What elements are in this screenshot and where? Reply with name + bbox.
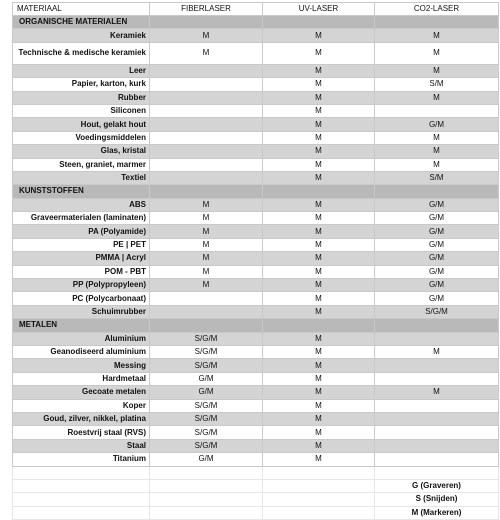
section-title: KUNSTSTOFFEN: [13, 185, 150, 198]
material-name-cell: POM - PBT: [13, 265, 150, 278]
empty-cell: [13, 493, 150, 506]
empty-cell: [150, 493, 263, 506]
fiberlaser-cell: M: [150, 279, 263, 292]
table-body: [13, 3, 499, 520]
co2-laser-cell: [375, 399, 499, 412]
column-header-uv-laser: UV-LASER: [263, 3, 375, 16]
co2-laser-cell: [375, 104, 499, 117]
uv-laser-cell: M: [263, 359, 375, 372]
material-name-cell: Goud, zilver, nikkel, platina: [13, 412, 150, 425]
uv-laser-cell: M: [263, 158, 375, 171]
co2-laser-cell: [375, 372, 499, 385]
material-name-cell: Titanium: [13, 453, 150, 466]
uv-laser-cell: M: [263, 78, 375, 91]
table-row: [13, 198, 499, 211]
co2-laser-cell: S/M: [375, 78, 499, 91]
fiberlaser-cell: [150, 158, 263, 171]
laser-material-table: [12, 2, 499, 520]
uv-laser-cell: M: [263, 453, 375, 466]
fiberlaser-cell: G/M: [150, 453, 263, 466]
legend-entry: S (Snijden): [375, 493, 499, 506]
material-name-cell: Gecoate metalen: [13, 386, 150, 399]
table-row: [13, 131, 499, 144]
co2-laser-cell: [375, 332, 499, 345]
table-row: [13, 104, 499, 117]
section-header-row: [13, 319, 499, 332]
fiberlaser-cell: [150, 305, 263, 318]
section-header-cell: [263, 185, 375, 198]
empty-cell: [263, 506, 375, 519]
table-row: [13, 332, 499, 345]
material-name-cell: Voedingsmiddelen: [13, 131, 150, 144]
co2-laser-cell: G/M: [375, 198, 499, 211]
fiberlaser-cell: S/G/M: [150, 345, 263, 358]
uv-laser-cell: M: [263, 171, 375, 184]
material-name-cell: Hout, gelakt hout: [13, 118, 150, 131]
fiberlaser-cell: S/G/M: [150, 426, 263, 439]
uv-laser-cell: M: [263, 225, 375, 238]
material-name-cell: ABS: [13, 198, 150, 211]
co2-laser-cell: [375, 426, 499, 439]
fiberlaser-cell: [150, 64, 263, 77]
co2-laser-cell: M: [375, 145, 499, 158]
empty-cell: [13, 479, 150, 492]
section-header-cell: [263, 16, 375, 29]
table-row: [13, 171, 499, 184]
uv-laser-cell: M: [263, 345, 375, 358]
section-header-cell: [150, 16, 263, 29]
co2-laser-cell: G/M: [375, 118, 499, 131]
uv-laser-cell: M: [263, 64, 375, 77]
co2-laser-cell: M: [375, 158, 499, 171]
table-row: [13, 412, 499, 425]
legend-entry: M (Markeren): [375, 506, 499, 519]
co2-laser-cell: [375, 412, 499, 425]
uv-laser-cell: M: [263, 292, 375, 305]
uv-laser-cell: M: [263, 399, 375, 412]
table-row: [13, 372, 499, 385]
co2-laser-cell: G/M: [375, 212, 499, 225]
material-name-cell: Graveermaterialen (laminaten): [13, 212, 150, 225]
fiberlaser-cell: M: [150, 265, 263, 278]
material-name-cell: Steen, graniet, marmer: [13, 158, 150, 171]
fiberlaser-cell: S/G/M: [150, 359, 263, 372]
fiberlaser-cell: M: [150, 42, 263, 64]
fiberlaser-cell: M: [150, 238, 263, 251]
material-name-cell: Rubber: [13, 91, 150, 104]
table-row: [13, 252, 499, 265]
co2-laser-cell: S/M: [375, 171, 499, 184]
uv-laser-cell: M: [263, 305, 375, 318]
table-row: [13, 42, 499, 64]
uv-laser-cell: M: [263, 42, 375, 64]
material-compatibility-sheet: [12, 2, 498, 520]
material-name-cell: Textiel: [13, 171, 150, 184]
co2-laser-cell: G/M: [375, 292, 499, 305]
fiberlaser-cell: S/G/M: [150, 439, 263, 452]
table-row: [13, 359, 499, 372]
fiberlaser-cell: [150, 292, 263, 305]
empty-cell: [13, 506, 150, 519]
co2-laser-cell: S/G/M: [375, 305, 499, 318]
fiberlaser-cell: S/G/M: [150, 332, 263, 345]
legend-row: [13, 506, 499, 519]
fiberlaser-cell: M: [150, 252, 263, 265]
material-name-cell: Geanodiseerd aluminium: [13, 345, 150, 358]
co2-laser-cell: M: [375, 91, 499, 104]
uv-laser-cell: M: [263, 252, 375, 265]
material-name-cell: PC (Polycarbonaat): [13, 292, 150, 305]
table-row: [13, 91, 499, 104]
table-row: [13, 64, 499, 77]
material-name-cell: PP (Polypropyleen): [13, 279, 150, 292]
co2-laser-cell: G/M: [375, 279, 499, 292]
co2-laser-cell: M: [375, 131, 499, 144]
uv-laser-cell: M: [263, 131, 375, 144]
uv-laser-cell: M: [263, 279, 375, 292]
material-name-cell: Aluminium: [13, 332, 150, 345]
section-title: ORGANISCHE MATERIALEN: [13, 16, 150, 29]
legend-entry: G (Graveren): [375, 479, 499, 492]
material-name-cell: Glas, kristal: [13, 145, 150, 158]
empty-cell: [375, 466, 499, 479]
material-name-cell: Messing: [13, 359, 150, 372]
empty-cell: [263, 479, 375, 492]
table-row: [13, 29, 499, 42]
material-name-cell: PE | PET: [13, 238, 150, 251]
co2-laser-cell: [375, 439, 499, 452]
fiberlaser-cell: [150, 91, 263, 104]
co2-laser-cell: M: [375, 29, 499, 42]
uv-laser-cell: M: [263, 426, 375, 439]
table-row: [13, 292, 499, 305]
material-name-cell: Technische & medische keramiek: [13, 42, 150, 64]
section-header-cell: [150, 319, 263, 332]
uv-laser-cell: M: [263, 439, 375, 452]
co2-laser-cell: M: [375, 345, 499, 358]
table-row: [13, 265, 499, 278]
empty-cell: [150, 479, 263, 492]
fiberlaser-cell: G/M: [150, 386, 263, 399]
uv-laser-cell: M: [263, 104, 375, 117]
co2-laser-cell: M: [375, 64, 499, 77]
fiberlaser-cell: M: [150, 198, 263, 211]
material-name-cell: Papier, karton, kurk: [13, 78, 150, 91]
table-row: [13, 238, 499, 251]
material-name-cell: Roestvrij staal (RVS): [13, 426, 150, 439]
table-row: [13, 212, 499, 225]
fiberlaser-cell: M: [150, 29, 263, 42]
uv-laser-cell: M: [263, 265, 375, 278]
legend-row: [13, 479, 499, 492]
fiberlaser-cell: S/G/M: [150, 399, 263, 412]
co2-laser-cell: [375, 359, 499, 372]
material-name-cell: Staal: [13, 439, 150, 452]
material-name-cell: Schuimrubber: [13, 305, 150, 318]
column-header-fiberlaser: FIBERLASER: [150, 3, 263, 16]
section-header-cell: [263, 319, 375, 332]
empty-cell: [150, 466, 263, 479]
fiberlaser-cell: [150, 118, 263, 131]
uv-laser-cell: M: [263, 238, 375, 251]
co2-laser-cell: G/M: [375, 225, 499, 238]
fiberlaser-cell: M: [150, 212, 263, 225]
uv-laser-cell: M: [263, 212, 375, 225]
uv-laser-cell: M: [263, 332, 375, 345]
co2-laser-cell: G/M: [375, 238, 499, 251]
section-header-row: [13, 185, 499, 198]
material-name-cell: Keramiek: [13, 29, 150, 42]
uv-laser-cell: M: [263, 118, 375, 131]
uv-laser-cell: M: [263, 412, 375, 425]
co2-laser-cell: G/M: [375, 252, 499, 265]
uv-laser-cell: M: [263, 29, 375, 42]
fiberlaser-cell: [150, 131, 263, 144]
co2-laser-cell: M: [375, 42, 499, 64]
uv-laser-cell: M: [263, 372, 375, 385]
material-name-cell: PA (Polyamide): [13, 225, 150, 238]
fiberlaser-cell: [150, 145, 263, 158]
table-row: [13, 78, 499, 91]
table-row: [13, 426, 499, 439]
material-name-cell: PMMA | Acryl: [13, 252, 150, 265]
table-row: [13, 453, 499, 466]
section-header-cell: [150, 185, 263, 198]
material-name-cell: Koper: [13, 399, 150, 412]
uv-laser-cell: M: [263, 91, 375, 104]
table-row: [13, 386, 499, 399]
section-header-cell: [375, 185, 499, 198]
material-name-cell: Leer: [13, 64, 150, 77]
section-header-cell: [375, 319, 499, 332]
empty-cell: [13, 466, 150, 479]
table-row: [13, 345, 499, 358]
fiberlaser-cell: [150, 78, 263, 91]
empty-cell: [150, 506, 263, 519]
table-row: [13, 158, 499, 171]
uv-laser-cell: M: [263, 386, 375, 399]
column-header-materiaal: MATERIAAL: [13, 3, 150, 16]
table-row: [13, 118, 499, 131]
fiberlaser-cell: [150, 171, 263, 184]
table-row: [13, 399, 499, 412]
legend-row: [13, 493, 499, 506]
empty-cell: [263, 466, 375, 479]
fiberlaser-cell: [150, 104, 263, 117]
spacer-row: [13, 466, 499, 479]
co2-laser-cell: G/M: [375, 265, 499, 278]
material-name-cell: Siliconen: [13, 104, 150, 117]
header-row: [13, 3, 499, 16]
co2-laser-cell: [375, 453, 499, 466]
table-row: [13, 279, 499, 292]
uv-laser-cell: M: [263, 145, 375, 158]
fiberlaser-cell: S/G/M: [150, 412, 263, 425]
table-row: [13, 305, 499, 318]
section-header-row: [13, 16, 499, 29]
section-header-cell: [375, 16, 499, 29]
table-row: [13, 225, 499, 238]
material-name-cell: Hardmetaal: [13, 372, 150, 385]
table-row: [13, 439, 499, 452]
uv-laser-cell: M: [263, 198, 375, 211]
section-title: METALEN: [13, 319, 150, 332]
fiberlaser-cell: M: [150, 225, 263, 238]
fiberlaser-cell: G/M: [150, 372, 263, 385]
column-header-co2-laser: CO2-LASER: [375, 3, 499, 16]
table-row: [13, 145, 499, 158]
empty-cell: [263, 493, 375, 506]
co2-laser-cell: M: [375, 386, 499, 399]
